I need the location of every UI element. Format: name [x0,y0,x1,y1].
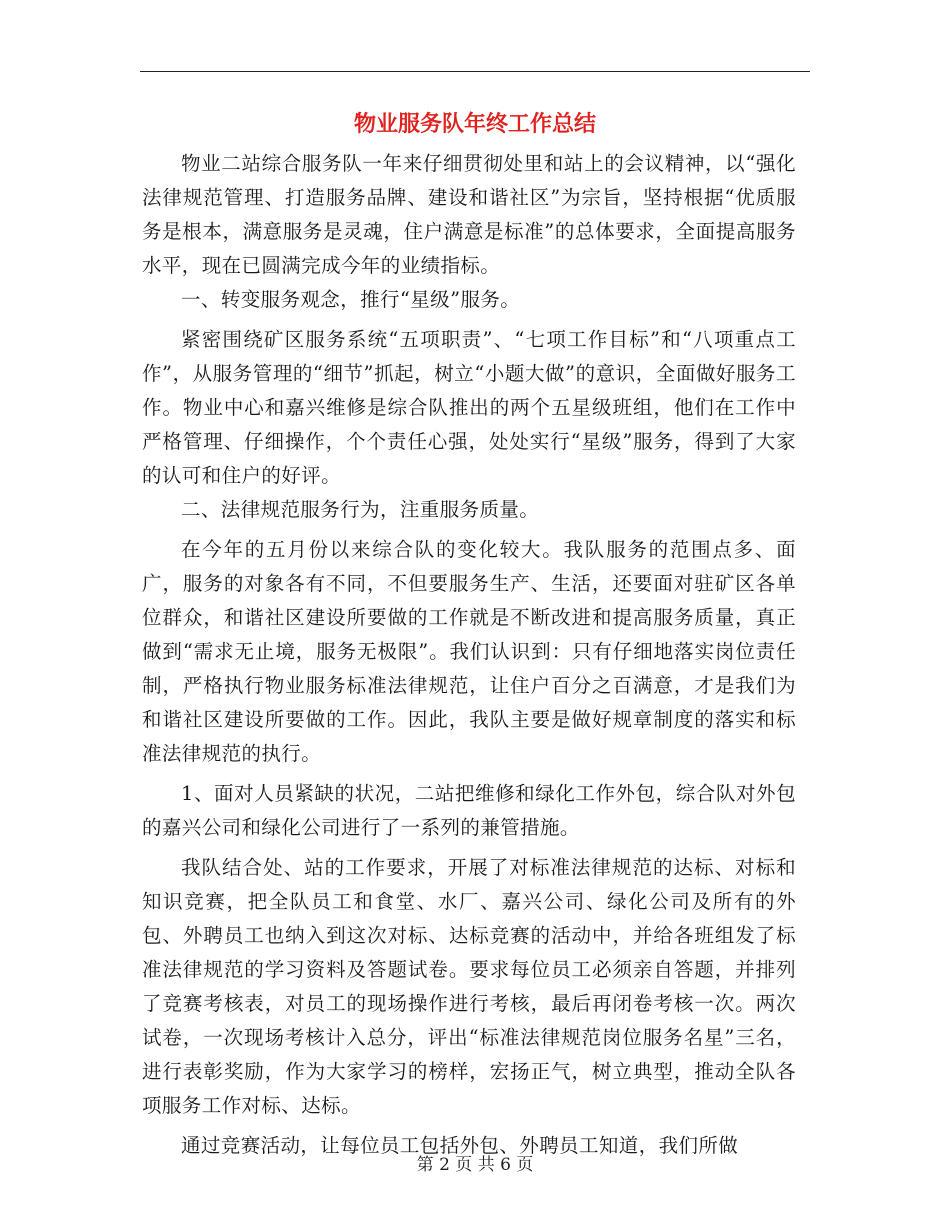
document-body [142,147,796,1163]
paragraph-star-service: 紧密围绕矿区服务系统“五项职责”、“七项工作目标”和“八项重点工作”，从服务管理的“细节”抓起，树立“小题大做”的意识，全面做好服务工作。物业中心和嘉兴维修是综合队推出的两个五星级班组，他们在工作中严格管理、仔细操作，个个责任心强，处处实行“星级”服务，得到了大家的认可和住户的好评。 [142,328,796,487]
document-title: 物业服务队年终工作总结 [353,112,596,137]
section-heading-2: 二、法律规范服务行为，注重服务质量。 [181,498,540,521]
page-number: 第 2 页 共 6 页 [416,1155,534,1175]
header-rule [140,71,810,72]
section-heading-1: 一、转变服务观念，推行“星级”服务。 [181,288,521,311]
paragraph-continued: 通过竞赛活动，让每位员工包括外包、外聘员工知道，我们所做 [181,1134,739,1157]
paragraph-competition: 我队结合处、站的工作要求，开展了对标准法律规范的达标、对标和知识竞赛，把全队员工和食堂、水厂、嘉兴公司、绿化公司及所有的外包、外聘员工也纳入到这次对标、达标竞赛的活动中，并给各班组发了标准法律规范的学习资料及答题试卷。要求每位员工必须亲自答题，并排列了竞赛考核表，对员工的现场操作进行考核，最后再闭卷考核一次。两次试卷，一次现场考核计入总分，评出“标准法律规范岗位服务名星”三名，进行表彰奖励，作为大家学习的榜样，宏扬正气，树立典型，推动全队各项服务工作对标、达标。 [142,856,796,1117]
paragraph-service-quality: 在今年的五月份以来综合队的变化较大。我队服务的范围点多、面广，服务的对象各有不同，不但要服务生产、生活，还要面对驻矿区各单位群众，和谐社区建设所要做的工作就是不断改进和提高服务质量，真正做到“需求无止境，服务无极限”。我们认识到：只有仔细地落实岗位责任制，严格执行物业服务标准法律规范，让住户百分之百满意，才是我们为和谐社区建设所要做的工作。因此，我队主要是做好规章制度的落实和标准法律规范的执行。 [142,538,796,765]
paragraph-item-1: 1、面对人员紧缺的状况，二站把维修和绿化工作外包，综合队对外包的嘉兴公司和绿化公司进行了一系列的兼管措施。 [142,782,796,839]
paragraph-intro: 物业二站综合服务队一年来仔细贯彻处里和站上的会议精神，以“强化法律规范管理、打造服务品牌、建设和谐社区”为宗旨，坚持根据“优质服务是根本，满意服务是灵魂，住户满意是标准”的总体要求，全面提高服务水平，现在已圆满完成今年的业绩指标。 [142,152,796,277]
